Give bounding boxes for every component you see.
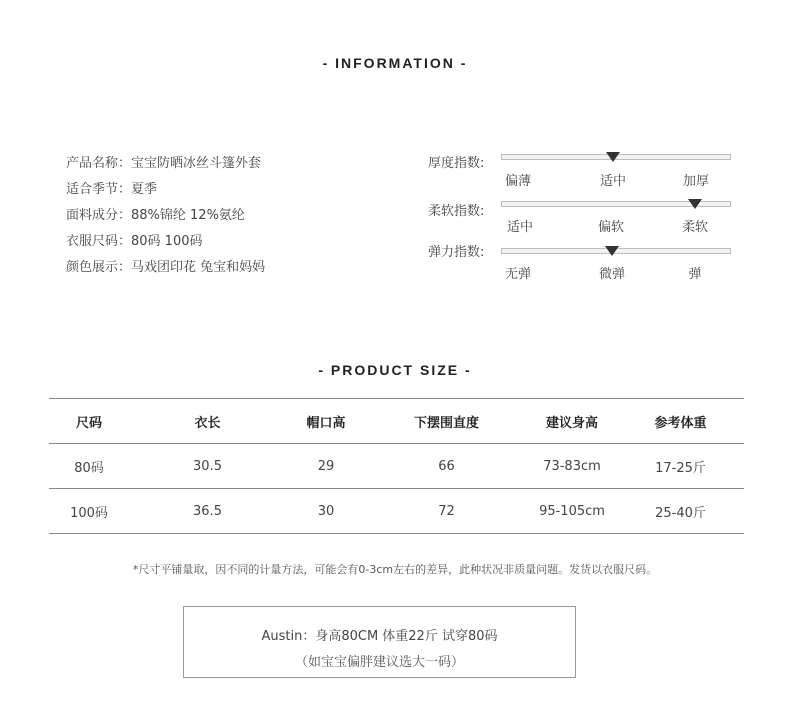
elasticity-label: 弹力指数: bbox=[428, 245, 485, 260]
information-title: - INFORMATION - bbox=[322, 55, 468, 71]
product-size-title: - PRODUCT SIZE - bbox=[318, 362, 472, 378]
header-suggested-height: 建议身高 bbox=[545, 415, 598, 431]
thickness-option-thin: 偏薄 bbox=[504, 174, 532, 189]
table-cell: 73-83cm bbox=[543, 458, 601, 474]
softness-option-medium: 适中 bbox=[506, 220, 534, 235]
thickness-marker bbox=[606, 152, 620, 162]
thickness-scale bbox=[428, 152, 738, 196]
size-table bbox=[49, 398, 744, 534]
table-cell: 72 bbox=[438, 503, 455, 519]
thickness-option-thick: 加厚 bbox=[682, 174, 710, 189]
elasticity-option-none: 无弹 bbox=[504, 267, 532, 282]
header-length: 衣长 bbox=[194, 415, 221, 431]
table-cell: 30 bbox=[317, 503, 335, 519]
header-hem-width: 下摆围直度 bbox=[413, 415, 479, 431]
model-suggestion: （如宝宝偏胖建议选大一码） bbox=[294, 655, 464, 670]
table-cell: 17-25斤 bbox=[655, 460, 706, 476]
table-cell: 36.5 bbox=[193, 503, 222, 519]
header-size: 尺码 bbox=[75, 415, 102, 431]
info-material: 面料成分：88%锦纶 12%氨纶 bbox=[66, 208, 245, 223]
table-cell: 95-105cm bbox=[539, 503, 605, 519]
softness-scale bbox=[428, 200, 738, 244]
model-stats: Austin：身高80CM 体重22斤 试穿80码 bbox=[261, 629, 498, 644]
softness-marker bbox=[688, 199, 702, 209]
table-cell: 100码 bbox=[70, 505, 108, 521]
softness-option-very-soft: 柔软 bbox=[681, 220, 709, 235]
table-cell: 29 bbox=[317, 458, 335, 474]
header-hood-height: 帽口高 bbox=[306, 415, 346, 431]
table-cell: 66 bbox=[438, 458, 455, 474]
info-product-name: 产品名称：宝宝防晒冰丝斗篷外套 bbox=[66, 156, 262, 171]
elasticity-option-elastic: 弹 bbox=[688, 267, 702, 282]
table-row bbox=[49, 488, 744, 533]
thickness-option-medium: 适中 bbox=[599, 174, 627, 189]
table-cell: 25-40斤 bbox=[655, 505, 706, 521]
measurement-note: *尺寸平铺量取，因不同的计量方法，可能会有0-3cm左右的差异，此种状况非质量问题。发货以衣服尺码。 bbox=[132, 563, 658, 576]
elasticity-option-slight: 微弹 bbox=[598, 267, 626, 282]
table-cell: 30.5 bbox=[193, 458, 222, 474]
thickness-label: 厚度指数: bbox=[428, 156, 485, 171]
info-season: 适合季节：夏季 bbox=[66, 182, 158, 197]
table-cell: 80码 bbox=[74, 460, 104, 476]
info-sizes: 衣服尺码：80码 100码 bbox=[66, 234, 203, 249]
softness-label: 柔软指数: bbox=[428, 204, 485, 219]
info-list bbox=[66, 152, 265, 282]
softness-option-soft: 偏软 bbox=[597, 220, 625, 235]
table-row bbox=[49, 443, 744, 488]
header-reference-weight: 参考体重 bbox=[654, 415, 707, 431]
elasticity-scale bbox=[428, 241, 738, 285]
elasticity-marker bbox=[605, 246, 619, 256]
info-colors: 颜色展示：马戏团印花 兔宝和妈妈 bbox=[66, 260, 266, 275]
model-info-box bbox=[183, 606, 576, 678]
table-header-row bbox=[49, 399, 744, 443]
